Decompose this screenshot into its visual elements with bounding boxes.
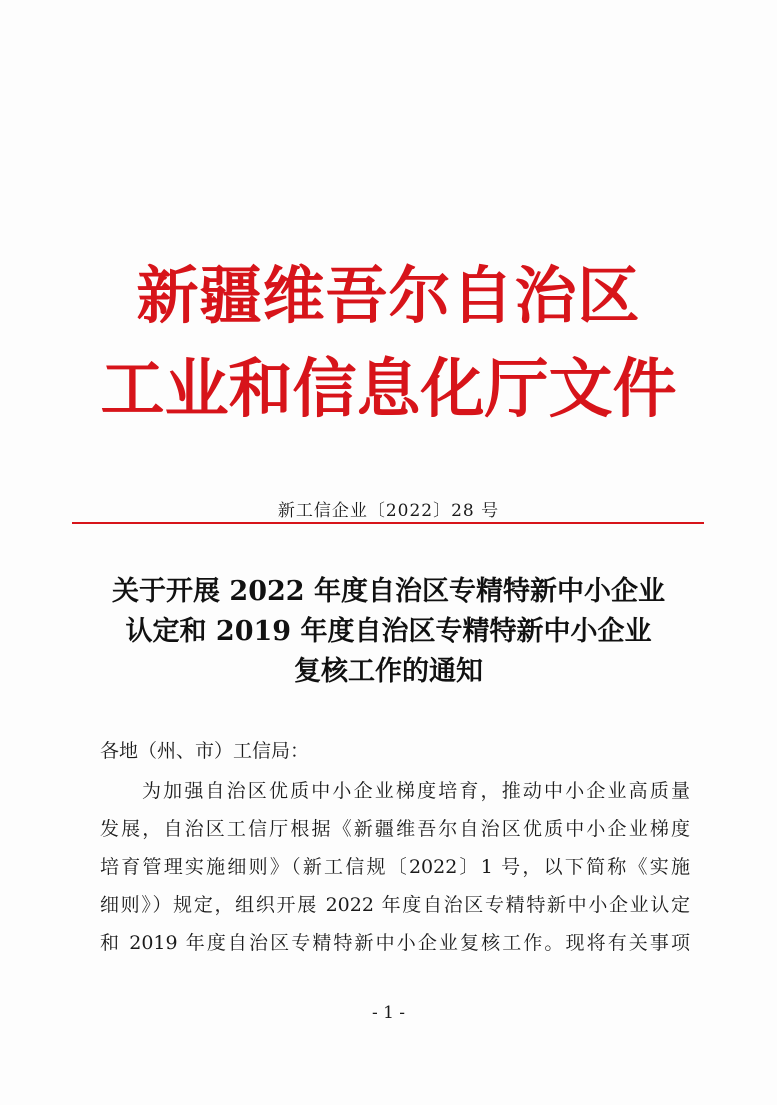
subject-line2: 认定和 2019 年度自治区专精特新中小企业 (125, 616, 652, 647)
red-divider-line (72, 522, 704, 524)
paragraph-line: 为加强自治区优质中小企业梯度培育，推动中小企业高质量 (142, 780, 690, 802)
document-number: 新工信企业〔2022〕28 号 (277, 501, 500, 521)
subject-line1: 关于开展 2022 年度自治区专精特新中小企业 (112, 576, 665, 607)
issuer-header-line1: 新疆维吾尔自治区 (136, 259, 641, 332)
paragraph-line: 培育管理实施细则》（新工信规〔2022〕1 号，以下简称《实施 (100, 856, 690, 878)
issuer-header-line2: 工业和信息化厅文件 (100, 353, 677, 427)
paragraph-line: 细则》）规定，组织开展 2022 年度自治区专精特新中小企业认定 (100, 894, 690, 916)
document-subject (0, 572, 777, 692)
page-number: - 1 - (371, 1003, 406, 1023)
subject-line3: 复核工作的通知 (294, 656, 483, 687)
salutation: 各地（州、市）工信局： (100, 740, 310, 762)
paragraph-line: 和 2019 年度自治区专精特新中小企业复核工作。现将有关事项 (100, 932, 690, 954)
paragraph-line: 发展，自治区工信厅根据《新疆维吾尔自治区优质中小企业梯度 (100, 818, 690, 840)
